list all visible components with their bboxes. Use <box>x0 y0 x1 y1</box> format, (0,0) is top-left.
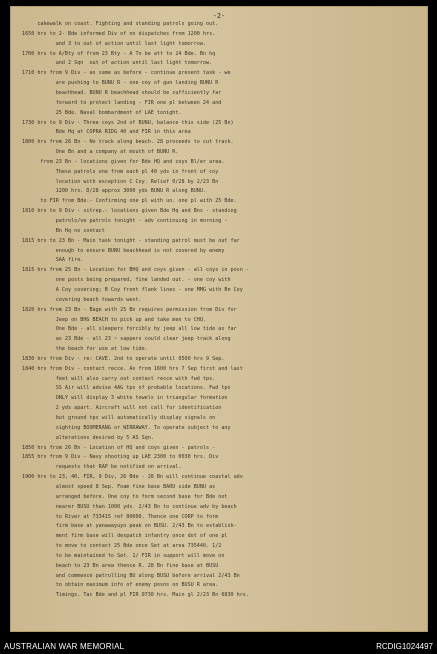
log-line: 25 Bde. Naval bombardment of LAE tonight. <box>22 109 182 116</box>
log-line: 1650 hrs to 2- Bde informed Div of no dispatches from 1200 hrs. <box>22 30 216 37</box>
log-line: enough to ensure BUNU beachhead is not covered by enemy <box>22 247 225 254</box>
log-line: 1800 hrs from 26 Bn - No track along beach. 28 proceeds to cut track. <box>22 139 234 146</box>
log-line: and 3 to out of action until last light tomorrow. <box>22 40 207 47</box>
log-line: 1820 hrs from 23 Bn - Bage with 25 Bn requires permission from Div for <box>22 306 237 313</box>
log-line: 1830 hrs from Div - re: CAVE. 2nd to operate until 0500 hrs 9 Sep. <box>22 355 225 362</box>
record-id: RCDIG1024497 <box>376 642 433 651</box>
log-line: nearer BUSU than 1000 yds. 2/43 Bn to continue adv by beach <box>22 503 237 510</box>
log-line: 2 yds apart. Aircraft will not call for identification <box>22 405 222 412</box>
log-line: as 23 Bde - all 23 ~ sappers could clear jeep track along <box>22 336 231 343</box>
log-line: Bn Hq no contact <box>22 227 105 234</box>
log-line: beachhead. BUNU R beachhead should be sufficiently far <box>22 90 222 96</box>
archive-footer <box>0 636 437 654</box>
log-line: almost speed 8 Sep. Foam fine base BARU side BUNU as <box>22 483 216 490</box>
log-line: requests that RAP be notified on arrival. <box>22 464 182 471</box>
log-line: one posts being prepared, fine landed out. - one coy with <box>22 277 231 284</box>
log-line: 1900 hrs to 23, 40, FIR, 9 Div, 26 Bde - 28 Bn will continue coastal adv <box>22 474 243 481</box>
log-line: 1840 hrs from Div - contact recce. As from 1600 hrs 7 Sep first and last <box>22 365 243 372</box>
log-line: 1855 hrs from 9 Div - Navy shooting up LAE 2300 to 0030 hrs. Div <box>22 454 219 461</box>
log-line: alterations desired by 5 AS Sqn. <box>22 434 154 441</box>
log-line: but ground tps will automatically display signals on <box>22 415 216 421</box>
log-line: 1815 hrs from 25 Bn - Location for BHQ and coys given - all coys in posn - <box>22 267 249 274</box>
log-line: SS Air will advise 4AG tps of probable locations. Fwd tps <box>22 385 231 392</box>
log-line: 1815 hrs to 23 Bn - Main task tonight - standing patrol must be out far <box>22 237 240 244</box>
log-line: 1700 hrs to A/Bty of from 23 Bty - A To be att to 24 Bde. Bn hq <box>22 50 216 57</box>
log-line: to River at 733415 ref 80000. Thence one CORP to form <box>22 513 219 520</box>
log-line: patrols/ve patrols tonight - adv continuing in morning - <box>22 218 228 224</box>
log-line: and 2 Sqn out of action until last light tomorrow. <box>22 60 213 67</box>
log-line: and commence patrolling BU along BUSU before arrival 2/43 Bn <box>22 572 240 579</box>
log-line: beach to 23 Bn area thence R. 28 Bn fine base at BUSU <box>22 562 219 569</box>
log-line: to move to contact 25 Bde once Set at area 735440. 1/2 <box>22 543 222 549</box>
log-line: to obtain maximum info of enemy posns on BUSU R area. <box>22 582 219 589</box>
log-line: covering beach towards west. <box>22 296 142 303</box>
log-line: A Coy covering; B Coy front flank lines - one MMG with Bn Coy <box>22 286 243 293</box>
log-line: ONLY will display 3 white towels in triangular formation <box>22 395 228 402</box>
log-line: to FIR from Bde.- Confirming one pl with un. one pl with 25 Bde. <box>22 198 237 205</box>
log-line: These patrols one from each pl 40 yds in front of coy <box>22 168 219 175</box>
log-line: SAA fire. <box>22 257 84 264</box>
log-line: are pushing to BUNU R - one coy of gun landing BUNU R <box>22 80 219 87</box>
log-line: Jeep on BHG BEACH to pick up and take men to CHQ. <box>22 316 207 323</box>
log-line: sighting BOOMERANG or WIRRAWAY. To operate subject to any <box>22 424 231 431</box>
log-line: cakewalk on coast. Fighting and standing patrols going out. <box>22 21 219 27</box>
log-line: 1730 hrs to 9 Div - Three coys 2nd of BUNU, balance this side (25 Bn) <box>22 119 234 126</box>
log-line: location with exception C Coy. Relief 0/28 by 2/23 Bn <box>22 178 219 185</box>
log-line: 1810 hrs to 9 Div - sitrep.- locations given Bde Hq and Bns - standing <box>22 208 237 215</box>
log-line: 1200 hrs. D/28 approx 3000 yds BUNU R along BUNU. <box>22 188 207 195</box>
log-line: Timings. Tac Bde and pl FIR 0730 hrs. Main gl 2/23 Bn 0830 hrs. <box>22 592 249 599</box>
log-line: forward to protect landing - FIR one pl between 24 and <box>22 99 222 106</box>
log-line: Bde Hq at COPRA RIDG 40 and FIR in this area <box>22 129 191 136</box>
log-line: from 23 Bn - locations given for Bde HQ and coys Bl/er area. <box>22 158 225 165</box>
log-line: the beach for use at low tide. <box>22 346 148 353</box>
log-line: to be maintained to Set. 1/ FIR in support will move on <box>22 552 225 559</box>
archive-name: AUSTRALIAN WAR MEMORIAL <box>4 642 125 651</box>
log-line: ment firm base will despatch infantry once dot of one pl <box>22 533 228 540</box>
log-line: feet will also carry out contact recce with fwd tps. <box>22 375 216 382</box>
log-line: One Bn and a company at mouth of BUNU R. <box>22 149 179 155</box>
log-line: One Bde - all sleepers forcibly by jeep all low tide as far <box>22 326 237 333</box>
page-number: -2- <box>212 12 226 20</box>
log-line: firm base at yanawayuyo peak on BUSU. 2/43 Bn to establish- <box>22 523 237 530</box>
document-page <box>10 6 428 632</box>
log-line: 1850 hrs from 26 Bn - Location of HQ and coys given - patrols - <box>22 444 216 451</box>
log-line: arranged before. One coy to form second base for Bde not <box>22 493 228 500</box>
log-line: 1710 hrs from 9 Div - as same as before - continue present task - we <box>22 70 231 77</box>
